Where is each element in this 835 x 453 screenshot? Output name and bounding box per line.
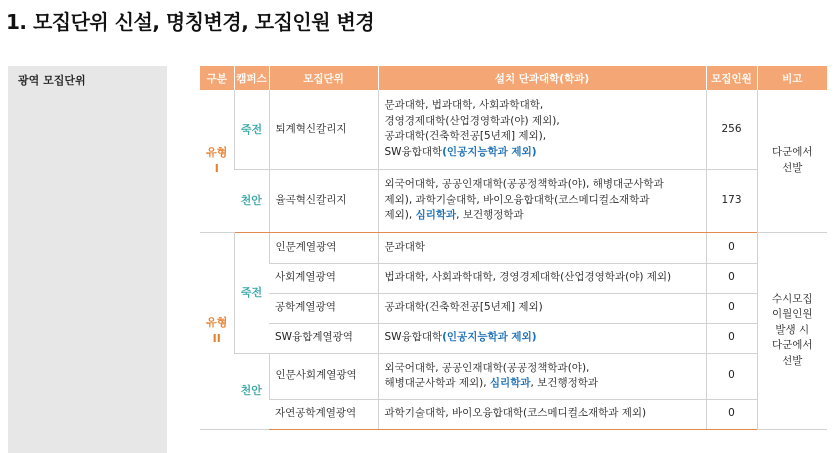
college-text: 외국어대학, 공공인재대학(공공정책학과(야), 해병대군사학과 제외), — [384, 361, 590, 389]
college-text: 외국어대학, 공공인재대학(공공정책학과(야), 해병대군사학과 제외), 과학기술대학, 바이오융합대학(코스메디컬소재학과 제외), — [384, 178, 664, 222]
college-cell — [378, 353, 706, 399]
count-cell: 0 — [706, 353, 757, 399]
side-label: 광역 모집단위 — [18, 74, 86, 87]
college-cell — [378, 323, 706, 353]
college-cell: 과학기술대학, 바이오융합대학(코스메디컬소재학과 제외) — [378, 399, 706, 429]
count-cell: 0 — [706, 232, 757, 263]
group-label: 유형 I — [200, 90, 234, 232]
unit-name: SW융합계열광역 — [269, 323, 378, 353]
count-cell: 0 — [706, 323, 757, 353]
college-text: , 보건행정학과 — [530, 377, 599, 389]
header-college: 설치 단과대학(학과) — [378, 66, 706, 90]
campus-label: 죽전 — [234, 232, 269, 353]
college-highlight: 심리학과 — [415, 209, 457, 222]
table-row — [200, 353, 827, 399]
count-cell: 256 — [706, 90, 757, 169]
college-highlight: 심리학과 — [489, 377, 531, 389]
college-highlight: (인공지능학과 제외) — [442, 331, 537, 344]
count-cell: 0 — [706, 263, 757, 293]
table-row — [200, 293, 827, 323]
college-cell — [378, 169, 706, 232]
table-row — [200, 232, 827, 263]
note-cell: 다군에서 선발 — [757, 90, 827, 232]
table-row — [200, 323, 827, 353]
unit-name: 사회계열광역 — [269, 263, 378, 293]
college-highlight: (인공지능학과 제외) — [442, 145, 537, 158]
unit-name: 공학계열광역 — [269, 293, 378, 323]
count-cell: 0 — [706, 293, 757, 323]
college-text: 문과대학, 법과대학, 사회과학대학, 경영경제대학(산업경영학과(야) 제외), 공과대학(건축학전공[5년제] 제외), — [384, 99, 560, 143]
college-text: SW융합대학 — [384, 331, 443, 344]
note-cell: 수시모집 이월인원 발생 시 다군에서 선발 — [757, 232, 827, 429]
header-note: 비고 — [757, 66, 827, 90]
count-cell: 0 — [706, 399, 757, 429]
page-title: 1. 모집단위 신설, 명칭변경, 모집인원 변경 — [6, 10, 375, 34]
unit-name: 인문계열광역 — [269, 232, 378, 263]
college-cell: 법과대학, 사회과학대학, 경영경제대학(산업경영학과(야) 제외) — [378, 263, 706, 293]
college-cell: 문과대학 — [378, 232, 706, 263]
college-text: , 보건행정학과 — [456, 209, 524, 222]
college-cell — [378, 90, 706, 169]
table-header-row — [200, 66, 827, 90]
admission-units-table — [200, 66, 827, 430]
side-panel — [8, 66, 167, 453]
college-text: SW융합대학 — [384, 145, 443, 158]
header-unit: 모집단위 — [269, 66, 378, 90]
unit-name: 인문사회계열광역 — [269, 353, 378, 399]
header-campus: 캠퍼스 — [234, 66, 269, 90]
table-row — [200, 263, 827, 293]
table-row — [200, 90, 827, 169]
header-category: 구분 — [200, 66, 234, 90]
unit-name: 자연공학계열광역 — [269, 399, 378, 429]
table-row — [200, 399, 827, 429]
campus-label: 천안 — [234, 353, 269, 429]
table-row — [200, 169, 827, 232]
unit-name: 율곡혁신칼리지 — [269, 169, 378, 232]
header-count: 모집인원 — [706, 66, 757, 90]
count-cell: 173 — [706, 169, 757, 232]
campus-label: 죽전 — [234, 90, 269, 169]
college-cell: 공과대학(건축학전공[5년제] 제외) — [378, 293, 706, 323]
campus-label: 천안 — [234, 169, 269, 232]
group-label: 유형 II — [200, 232, 234, 429]
unit-name: 퇴계혁신칼리지 — [269, 90, 378, 169]
